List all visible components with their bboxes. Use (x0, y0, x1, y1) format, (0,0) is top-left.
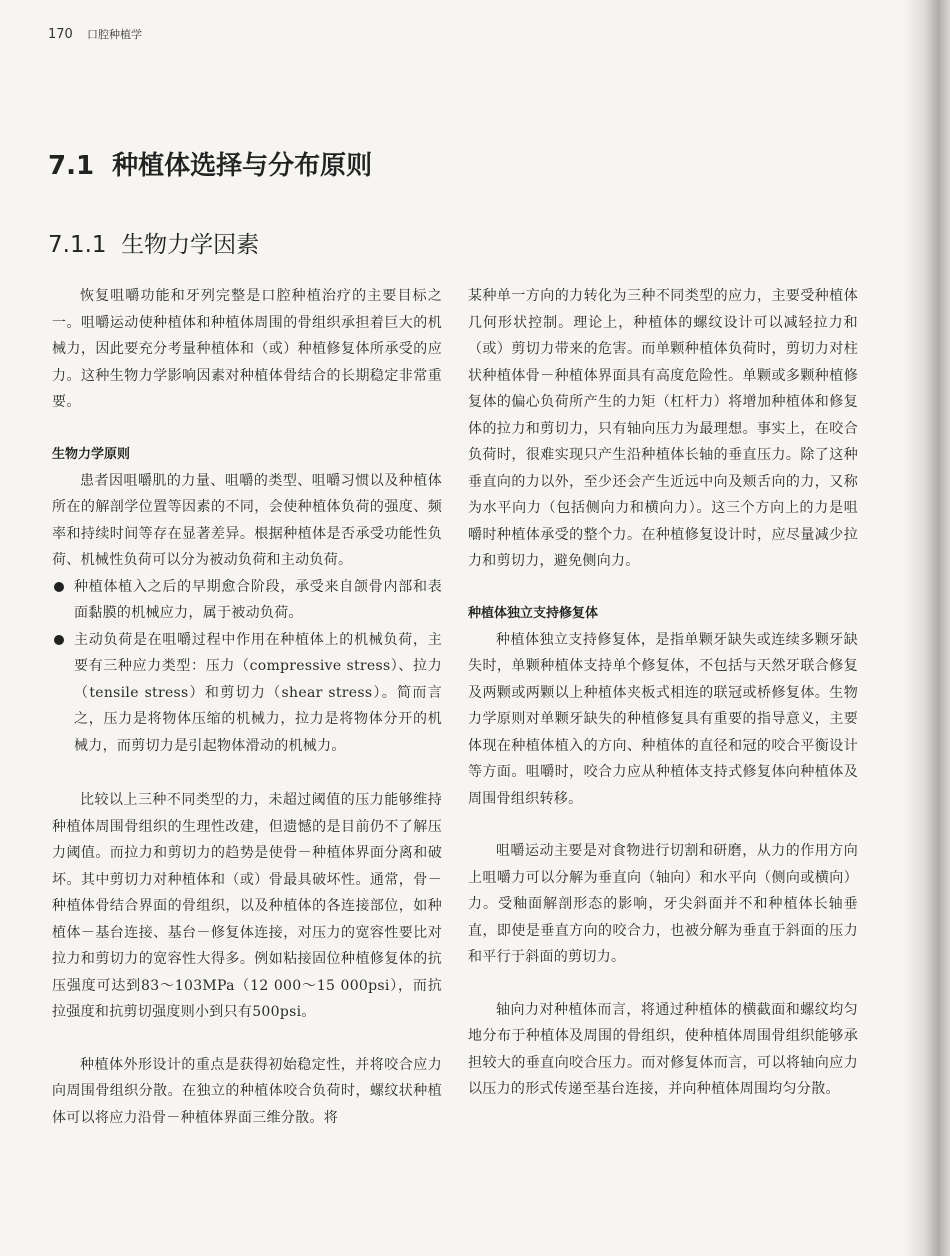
bullet-dot-icon (54, 635, 64, 645)
page-binding-shadow (904, 0, 950, 1256)
paragraph: 某种单一方向的力转化为三种不同类型的应力，主要受种植体几何形状控制。理论上，种植体的螺纹设计可以减轻拉力和（或）剪切力带来的危害。而单颗种植体负荷时，剪切力对柱状种植体骨－种植体界面具有高度危险性。单颗或多颗种植修复体的偏心负荷所产生的力矩（杠杆力）将增加种植体和修复体的拉力和剪切力，只有轴向压力为最理想。事实上，在咬合负荷时，很难实现只产生沿种植体长轴的垂直压力。除了这种垂直向的力以外，至少还会产生近远中向及颊舌向的力，又称为水平向力（包括侧向力和横向力）。这三个方向上的力是咀嚼时种植体承受的整个力。在种植修复设计时，应尽量减少拉力和剪切力，避免侧向力。 (468, 288, 858, 569)
subheading-biomechanics: 生物力学原则 (52, 446, 131, 462)
paragraph: 恢复咀嚼功能和牙列完整是口腔种植治疗的主要目标之一。咀嚼运动使种植体和种植体周围的骨组织承担着巨大的机械力，因此要充分考量种植体和（或）种植修复体所承受的应力。这种生物力学影响因素对种植体骨结合的长期稳定非常重要。 (52, 288, 442, 410)
paragraph: 比较以上三种不同类型的力，未超过阈值的压力能够维持种植体周围骨组织的生理性改建，但遗憾的是目前仍不了解压力阈值。而拉力和剪切力的趋势是使骨－种植体界面分离和破坏。其中剪切力对种植体和（或）骨最具破坏性。通常，骨－种植体骨结合界面的骨组织，以及种植体的各连接部位，如种植体－基台连接、基台－修复体连接，对压力的宽容性要比对拉力和剪切力的宽容性大得多。例如粘接固位种植修复体的抗压强度可达到83～103MPa（12 000～15 000psi），而抗拉强度和抗剪切强度则小到只有500psi。 (52, 792, 442, 1020)
list-item (52, 574, 442, 627)
book-title: 口腔种植学 (86, 28, 142, 41)
paragraph: 患者因咀嚼肌的力量、咀嚼的类型、咀嚼习惯以及种植体所在的解剖学位置等因素的不同，会使种植体负荷的强度、频率和持续时间等存在显著差异。根据种植体是否承受功能性负荷、机械性负荷可以分为被动负荷和主动负荷。 (52, 472, 442, 568)
page-number: 170 (48, 27, 73, 42)
paragraph: 种植体独立支持修复体，是指单颗牙缺失或连续多颗牙缺失时，单颗种植体支持单个修复体，不包括与天然牙联合修复及两颗或两颗以上种植体夹板式相连的联冠或桥修复体。生物力学原则对单颗牙缺失的种植修复具有重要的指导意义，主要体现在种植体植入的方向、种植体的直径和冠的咬合平衡设计等方面。咀嚼时，咬合力应从种植体支持式修复体向种植体及周围骨组织转移。 (468, 631, 858, 807)
paragraph: 种植体外形设计的重点是获得初始稳定性，并将咬合应力向周围骨组织分散。在独立的种植体咬合负荷时，螺纹状种植体可以将应力沿骨－种植体界面三维分散。将 (52, 1056, 442, 1126)
list-item (52, 627, 442, 760)
paragraph: 轴向力对种植体而言，将通过种植体的横截面和螺纹均匀地分布于种植体及周围的骨组织，使种植体周围骨组织能够承担较大的垂直向咬合压力。而对修复体而言，可以将轴向应力以压力的形式传递至基台连接，并向种植体周围均匀分散。 (468, 1001, 858, 1097)
subheading-independent-support: 种植体独立支持修复体 (468, 605, 599, 621)
subsection-title: 7.1.1 生物力学因素 (48, 232, 260, 258)
list-item-text: 种植体植入之后的早期愈合阶段，承受来自颌骨内部和表面黏膜的机械应力，属于被动负荷。 (74, 578, 442, 621)
paragraph: 咀嚼运动主要是对食物进行切割和研磨，从力的作用方向上咀嚼力可以分解为垂直向（轴向）和水平向（侧向或横向）力。受釉面解剖形态的影响，牙尖斜面并不和种植体长轴垂直，即使是垂直方向的咬合力，也被分解为垂直于斜面的压力和平行于斜面的剪切力。 (468, 843, 858, 965)
bullet-dot-icon (54, 582, 64, 592)
right-column (468, 283, 858, 1103)
list-item-text: 主动负荷是在咀嚼过程中作用在种植体上的机械负荷，主要有三种应力类型：压力（compressive stress）、拉力（tensile stress）和剪切力（shear stress）。简而言之，压力是将物体压缩的机械力，拉力是将物体分开的机械力，而剪切力是引起物体滑动的机械力。 (74, 631, 442, 754)
section-title: 7.1 种植体选择与分布原则 (48, 151, 373, 181)
left-column (52, 283, 442, 1131)
running-head (48, 26, 142, 42)
